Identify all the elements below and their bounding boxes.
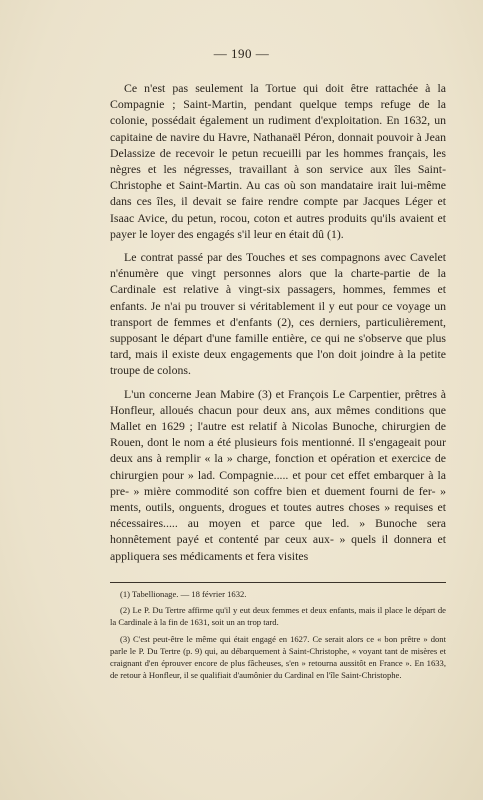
footnotes bbox=[110, 588, 446, 685]
body-text bbox=[110, 80, 446, 571]
paragraph-1: Ce n'est pas seulement la Tortue qui doit être rattachée à la Compagnie ; Saint-Martin, pendant quelque temps refuge de la colonie, possédait également un rudiment d'exploitation. En 1632, un capitaine de navire du Havre, Nathanaël Péron, donnait pouvoir à Jean Delassize de recevoir le petun recueilli par les hommes français, les nègres et les négresses, travaillant à son service aux îles Saint-Christophe et Saint-Martin. Au cas où son mandataire irait lui-même dans ces îles, il devait se faire rendre compte par Jacques Léger et Isaac Avice, du petun, rocou, coton et autres produits qu'ils avaient et payer le loyer des engagés s'il leur en était dû (1). bbox=[110, 81, 446, 241]
page-number: — 190 — bbox=[213, 46, 270, 61]
paragraph-3: L'un concerne Jean Mabire (3) et François Le Carpentier, prêtres à Honfleur, alloués chacun pour deux ans, aux mêmes conditions que Mallet en 1629 ; l'autre est relatif à Nicolas Bunoche, chirurgien de Rouen, dont le nom a été plusieurs fois mentionné. Il s'engageait pour deux ans à remplir « la » charge, fonction et opération et exercice de chirurgien pour » lad. Compagnie..... et pour cet effet embarquer à la pre- » mière commodité son coffre bien et duement fourni de fer- » ments, outils, onguents, drogues et toutes autres choses » requises et nécessaires..... au moyen et parce que led. » Bunoche sera honnêtement payé et contenté par ceux aux- » quels il donnera et appliquera ses médicaments et fera visites bbox=[110, 386, 446, 563]
footnote-2: (2) Le P. Du Tertre affirme qu'il y eut deux femmes et deux enfants, mais il place le départ de la Cardinale à la fin de 1631, soit un an trop tard. bbox=[110, 605, 446, 628]
footnote-1: (1) Tabellionage. — 18 février 1632. bbox=[120, 589, 247, 599]
paragraph-2: Le contrat passé par des Touches et ses compagnons avec Cavelet n'énumère que vingt personnes alors que la charte-partie de la Cardinale est relative à vingt-six passagers, hommes, femmes et enfants. Je n'ai pu trouver si véritablement il y eut pour ce voyage un transport de femmes et d'enfants (2), ces derniers, particulièrement, supposant le départ d'une famille entière, ce qui ne s'observe que plus tard, mais il existe deux engagements que l'on doit joindre à la petite troupe de colons. bbox=[110, 250, 446, 378]
footnote-divider bbox=[110, 582, 446, 583]
footnote-3: (3) C'est peut-être le même qui était engagé en 1627. Ce serait alors ce « bon prêtre » dont parle le P. Du Tertre (p. 9) qui, au débarquement à Saint-Christophe, « voyant tant de misères et craignant d'en éprouver encore de plus fâcheuses, s'en » retourna aussitôt en France ». En 1633, de retour à Honfleur, il se qualifiait d'aumônier du Cardinal en l'île Saint-Christophe. bbox=[110, 633, 446, 681]
